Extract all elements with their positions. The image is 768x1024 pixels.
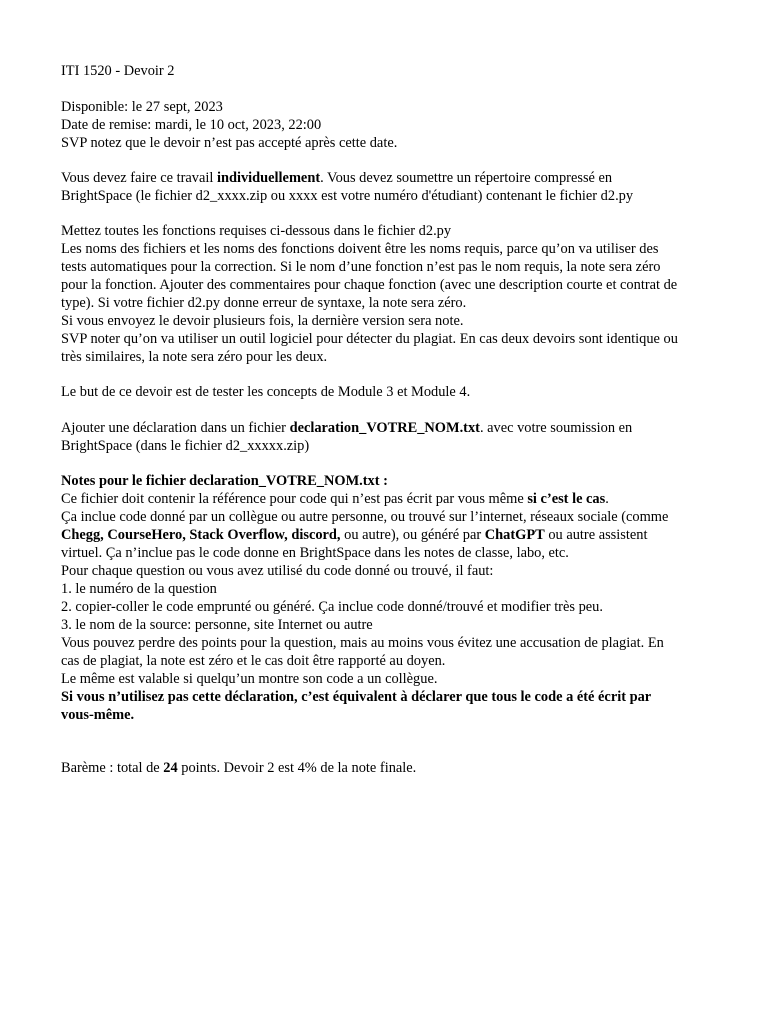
rules-line-5: type). Si votre fichier d2.py donne erreur de syntaxe, la note sera zéro. <box>61 295 467 311</box>
notes-heading: Notes pour le fichier declaration_VOTRE_NOM.txt : <box>61 473 388 489</box>
notes-line-8: 3. le nom de la source: personne, site Internet ou autre <box>61 617 373 633</box>
declaration-line-2: BrightSpace (dans le fichier d2_xxxxx.zip) <box>61 438 310 454</box>
notes-line-12: Si vous n’utilisez pas cette déclaration, c’est équivalent à déclarer que tous le code a été écrit par <box>61 689 652 705</box>
notes-line-1: Ce fichier doit contenir la référence pour code qui n’est pas écrit par vous même si c’est le cas. <box>61 491 609 507</box>
individual-line-1: Vous devez faire ce travail individuellement. Vous devez soumettre un répertoire compressé en <box>61 170 613 186</box>
due-date: Date de remise: mardi, le 10 oct, 2023, 22:00 <box>61 117 322 133</box>
notes-line-10: cas de plagiat, la note est zéro et le cas doit être rapporté au doyen. <box>61 653 446 669</box>
declaration-line-1: Ajouter une déclaration dans un fichier declaration_VOTRE_NOM.txt. avec votre soumission en <box>61 420 633 436</box>
rules-line-1: Mettez toutes les fonctions requises ci-dessous dans le fichier d2.py <box>61 223 452 239</box>
rules-line-7: SVP noter qu’on va utiliser un outil logiciel pour détecter du plagiat. En cas deux devoirs sont identique ou <box>61 331 678 347</box>
notes-line-5: Pour chaque question ou vous avez utilisé du code donné ou trouvé, il faut: <box>61 563 494 579</box>
individual-line-2: BrightSpace (le fichier d2_xxxx.zip ou xxxx est votre numéro d'étudiant) contenant le fichier d2.py <box>61 188 634 204</box>
notes-line-9: Vous pouvez perdre des points pour la question, mais au moins vous évitez une accusation de plagiat. En <box>61 635 664 651</box>
available-date: Disponible: le 27 sept, 2023 <box>61 99 223 115</box>
notes-line-7: 2. copier-coller le code emprunté ou généré. Ça inclue code donné/trouvé et modifier très peu. <box>61 599 603 615</box>
rules-line-2: Les noms des fichiers et les noms des fonctions doivent être les noms requis, parce qu’on va utiliser des <box>61 241 659 257</box>
document-title: ITI 1520 - Devoir 2 <box>61 63 175 79</box>
goal-text: Le but de ce devoir est de tester les concepts de Module 3 et Module 4. <box>61 384 471 400</box>
notes-line-6: 1. le numéro de la question <box>61 581 217 597</box>
notes-line-13: vous-même. <box>61 707 135 723</box>
rules-line-8: très similaires, la note sera zéro pour les deux. <box>61 349 328 365</box>
rules-line-4: pour la fonction. Ajouter des commentaires pour chaque fonction (avec une description courte et contrat de <box>61 277 678 293</box>
notes-line-4: virtuel. Ça n’inclue pas le code donne en BrightSpace dans les notes de classe, labo, etc. <box>61 545 569 561</box>
late-policy: SVP notez que le devoir n’est pas accepté après cette date. <box>61 135 398 151</box>
grading-text: Barème : total de 24 points. Devoir 2 est 4% de la note finale. <box>61 760 417 776</box>
notes-line-2: Ça inclue code donné par un collègue ou autre personne, ou trouvé sur l’internet, réseaux sociale (comme <box>61 509 669 525</box>
notes-line-3: Chegg, CourseHero, Stack Overflow, discord, ou autre), ou généré par ChatGPT ou autre assistent <box>61 527 648 543</box>
rules-line-3: tests automatiques pour la correction. Si le nom d’une fonction n’est pas le nom requis, la note sera zéro <box>61 259 661 275</box>
notes-line-11: Le même est valable si quelqu’un montre son code a un collègue. <box>61 671 438 687</box>
rules-line-6: Si vous envoyez le devoir plusieurs fois, la dernière version sera note. <box>61 313 464 329</box>
